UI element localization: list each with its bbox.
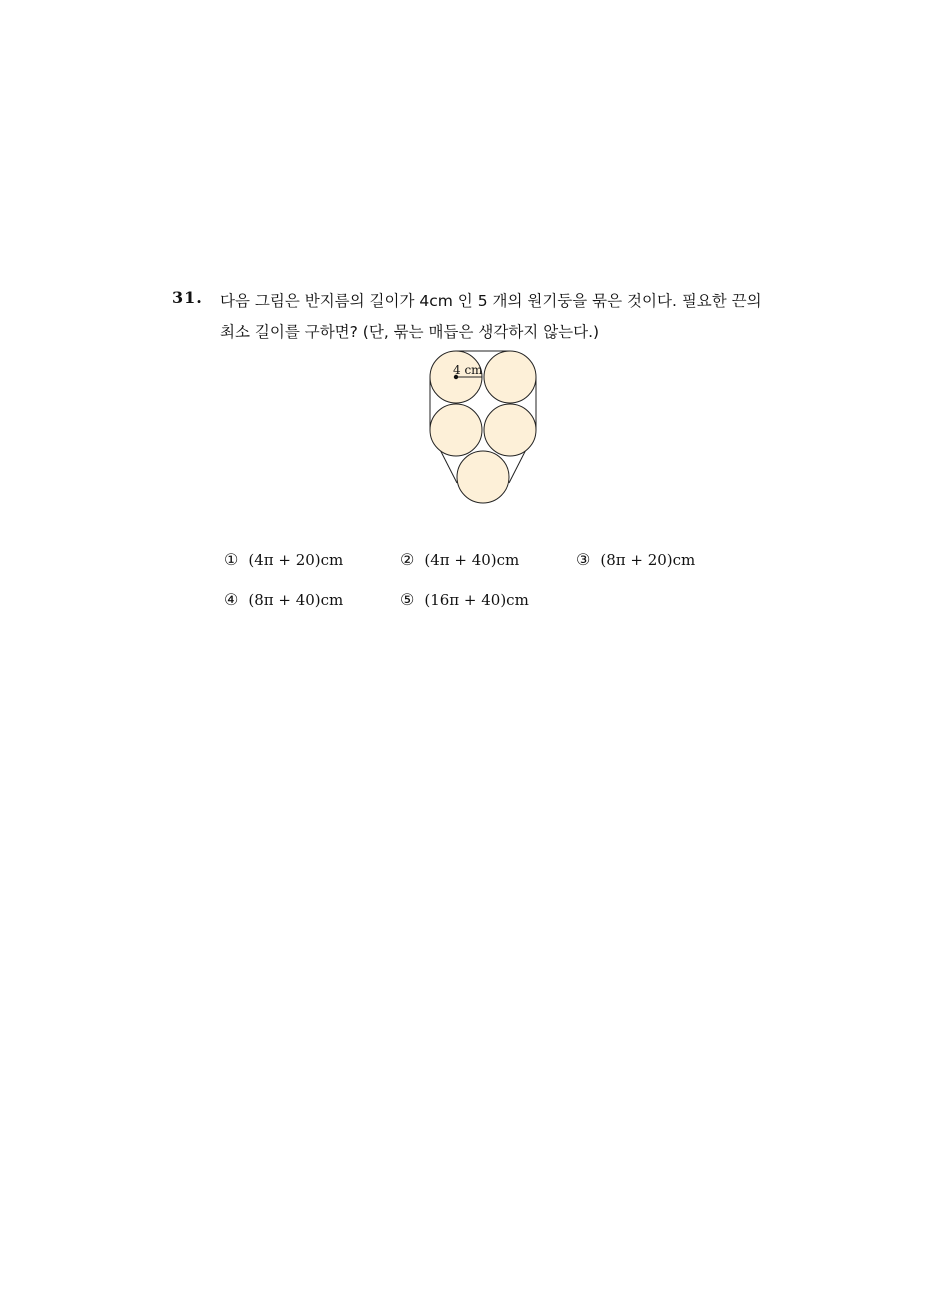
choice-4[interactable]: [224, 590, 343, 609]
choice-1-marker: ①: [224, 550, 239, 569]
choice-3[interactable]: [576, 550, 695, 569]
choice-2-marker: ②: [400, 550, 415, 569]
question-line-2: 최소 길이를 구하면? (단, 묶는 매듭은 생각하지 않는다.): [220, 323, 600, 341]
cylinder-top-right: [484, 351, 536, 403]
choice-3-marker: ③: [576, 550, 591, 569]
question-text: [220, 286, 780, 348]
question-line-1: 다음 그림은 반지름의 길이가 4cm 인 5 개의 원기둥을 묶은 것이다. 필요한 끈의: [220, 292, 762, 310]
choice-2[interactable]: [400, 550, 519, 569]
cylinder-middle-left: [430, 404, 482, 456]
choice-4-text: (8π + 40)cm: [248, 591, 344, 609]
cylinders-figure: [425, 346, 543, 508]
choice-5-text: (16π + 40)cm: [424, 591, 529, 609]
choice-5-marker: ⑤: [400, 590, 415, 609]
choice-5[interactable]: [400, 590, 529, 609]
cylinders-diagram: [425, 346, 543, 508]
question-number: 31.: [172, 288, 203, 307]
choice-3-text: (8π + 20)cm: [600, 551, 696, 569]
choice-1[interactable]: [224, 550, 343, 569]
choice-1-text: (4π + 20)cm: [248, 551, 344, 569]
choice-2-text: (4π + 40)cm: [424, 551, 520, 569]
cylinder-bottom: [457, 451, 509, 503]
cylinder-middle-right: [484, 404, 536, 456]
radius-label: 4 cm: [453, 363, 483, 377]
choice-4-marker: ④: [224, 590, 239, 609]
